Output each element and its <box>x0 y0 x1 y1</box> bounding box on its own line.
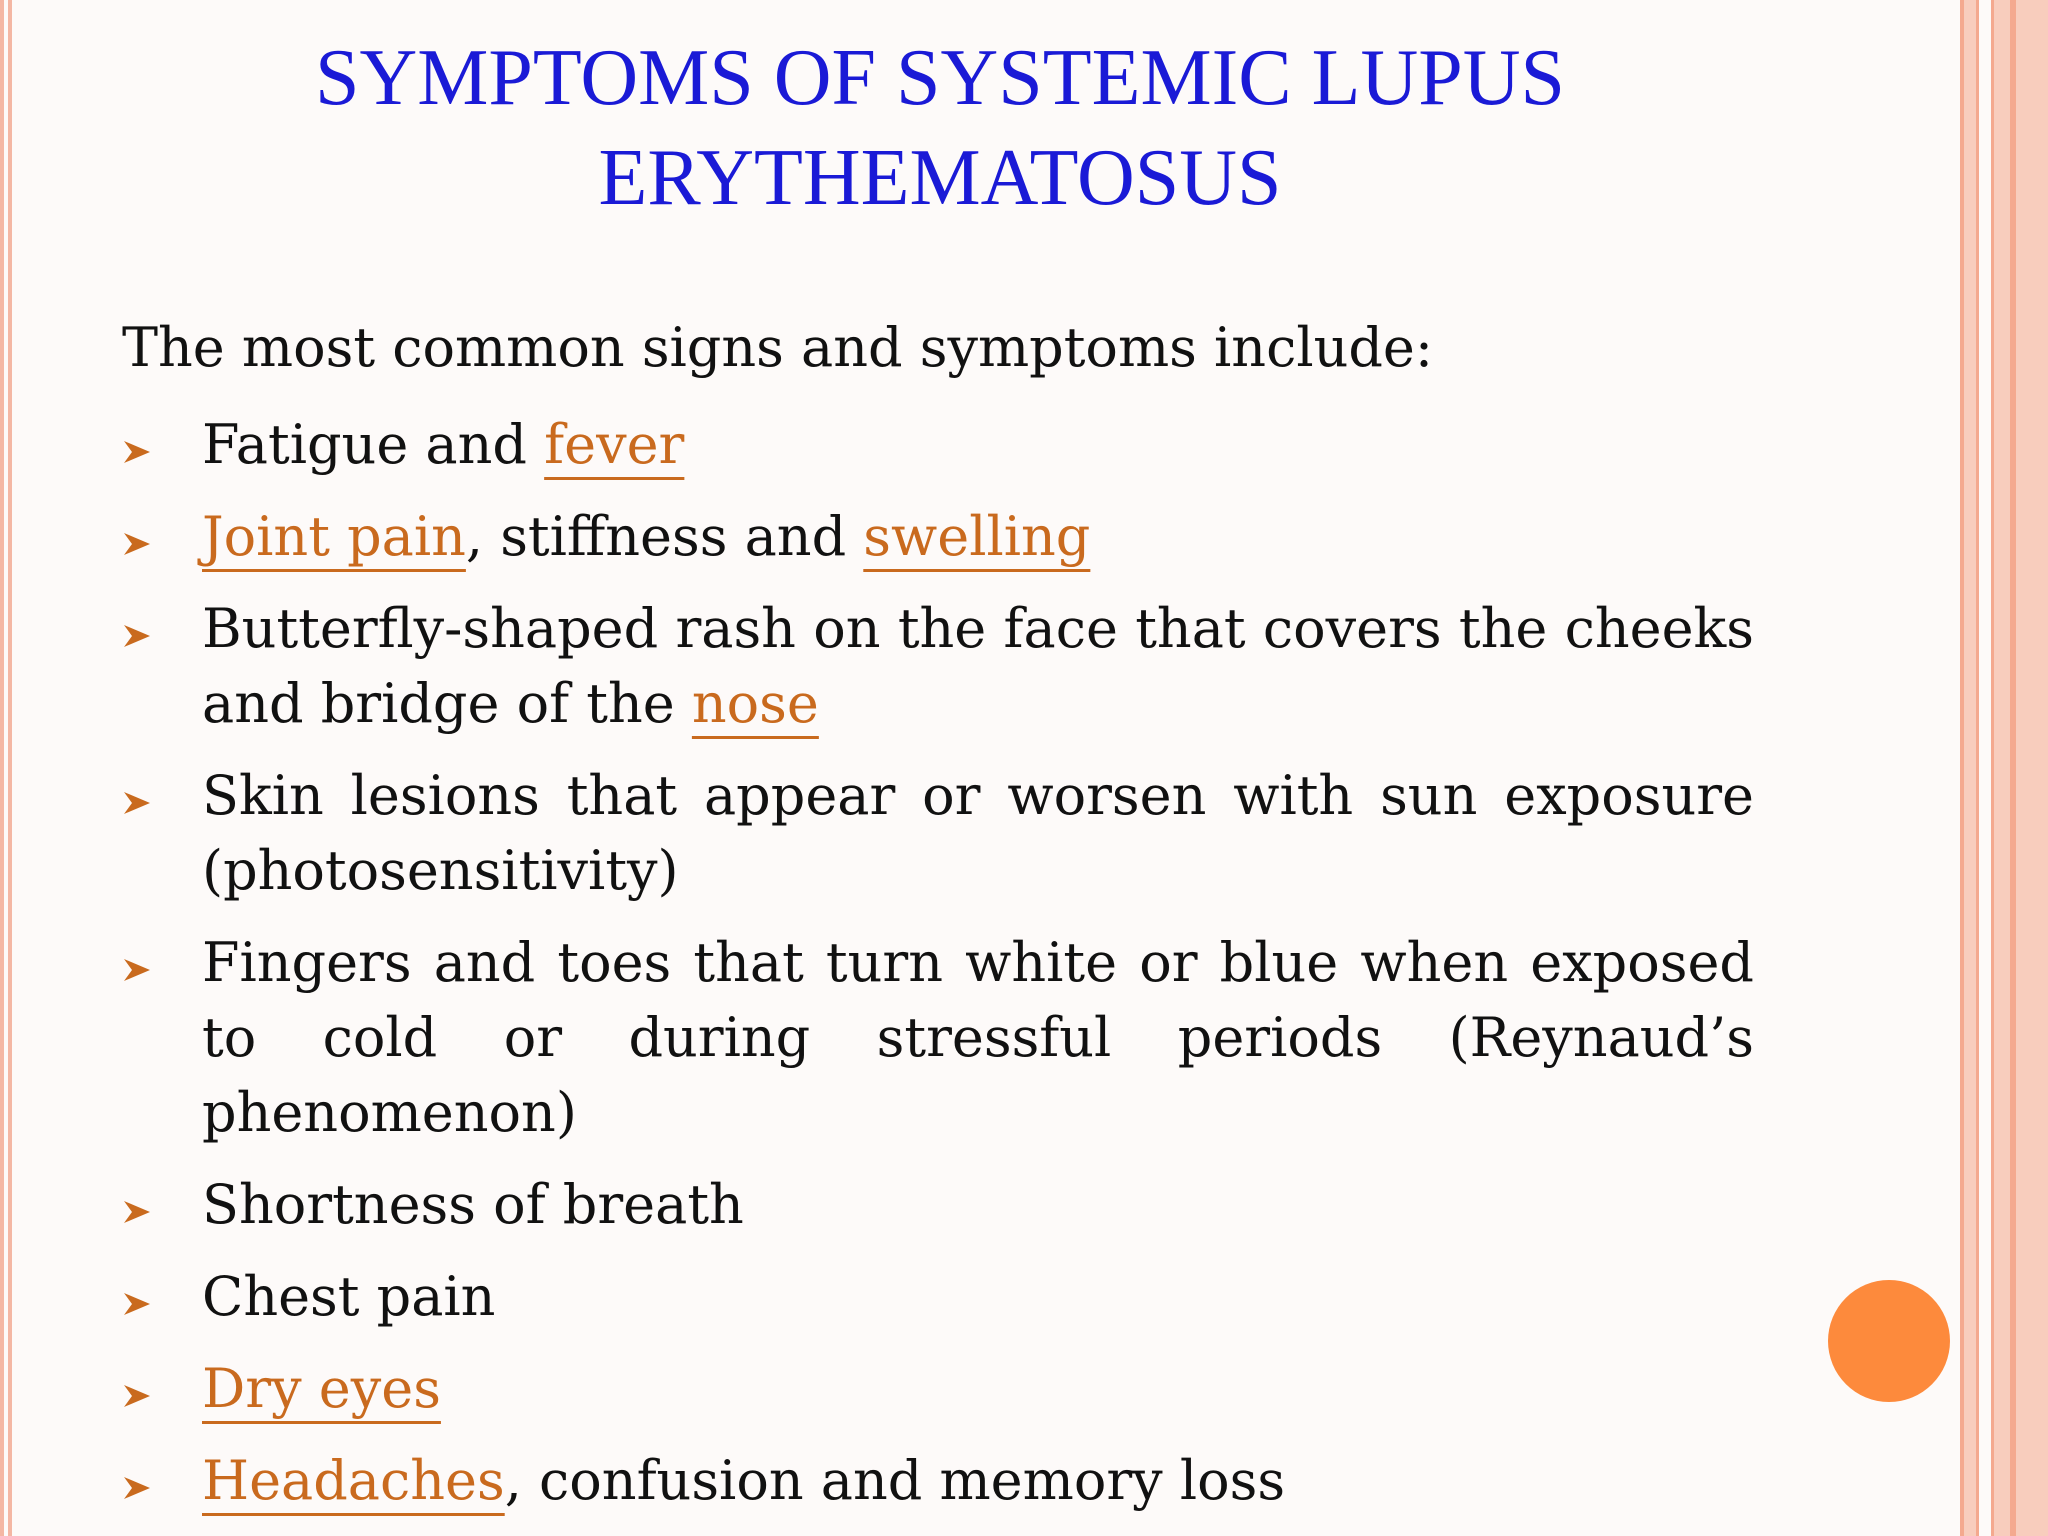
list-item <box>122 1167 1754 1242</box>
dry-eyes-link[interactable]: Dry eyes <box>202 1357 441 1420</box>
right-strip-decoration <box>1976 0 1994 1536</box>
left-border-decoration <box>0 0 12 1536</box>
arrow-bullet-icon <box>122 529 152 559</box>
symptom-list <box>122 407 1754 1518</box>
item-text: Skin lesions that appear or worsen with sun exposure (photosensitivity) <box>202 764 1754 902</box>
headaches-link[interactable]: Headaches <box>202 1449 505 1512</box>
list-item <box>122 1351 1754 1426</box>
item-text: Fingers and toes that turn white or blue when exposed to cold or during stressful periods (Reynaud’s phenomenon) <box>202 931 1754 1144</box>
right-line-decoration <box>1960 0 1964 1536</box>
list-item <box>122 1259 1754 1334</box>
joint-pain-link[interactable]: Joint pain <box>202 505 466 568</box>
arrow-bullet-icon <box>122 1473 152 1503</box>
item-text: , confusion and memory loss <box>504 1449 1286 1512</box>
list-item <box>122 499 1754 574</box>
title-line-2: ERYTHEMATOSUS <box>598 134 1282 222</box>
right-band-decoration <box>1962 0 2048 1536</box>
arrow-bullet-icon <box>122 788 152 818</box>
item-text: , stiffness and <box>465 505 864 568</box>
item-text: Fatigue and <box>202 413 545 476</box>
slide-body <box>122 306 1754 1518</box>
list-item <box>122 758 1754 908</box>
intro-text: The most common signs and symptoms include: <box>122 316 1434 379</box>
title-line-1: SYMPTOMS OF SYSTEMIC LUPUS <box>315 34 1565 122</box>
list-item <box>122 407 1754 482</box>
orange-circle-decoration <box>1828 1280 1950 1402</box>
item-text: Shortness of breath <box>202 1173 744 1236</box>
right-strip-decoration-2 <box>2010 0 2016 1536</box>
fever-link[interactable]: fever <box>544 413 685 476</box>
list-item <box>122 591 1754 741</box>
list-item <box>122 1443 1754 1518</box>
arrow-bullet-icon <box>122 621 152 651</box>
arrow-bullet-icon <box>122 1197 152 1227</box>
arrow-bullet-icon <box>122 1381 152 1411</box>
slide-title <box>140 28 1740 228</box>
arrow-bullet-icon <box>122 437 152 467</box>
item-text: Chest pain <box>202 1265 496 1328</box>
list-item <box>122 925 1754 1150</box>
swelling-link[interactable]: swelling <box>863 505 1091 568</box>
item-text: Butterfly-shaped rash on the face that covers the cheeks and bridge of the <box>202 597 1754 735</box>
nose-link[interactable]: nose <box>691 672 819 735</box>
arrow-bullet-icon <box>122 955 152 985</box>
arrow-bullet-icon <box>122 1289 152 1319</box>
